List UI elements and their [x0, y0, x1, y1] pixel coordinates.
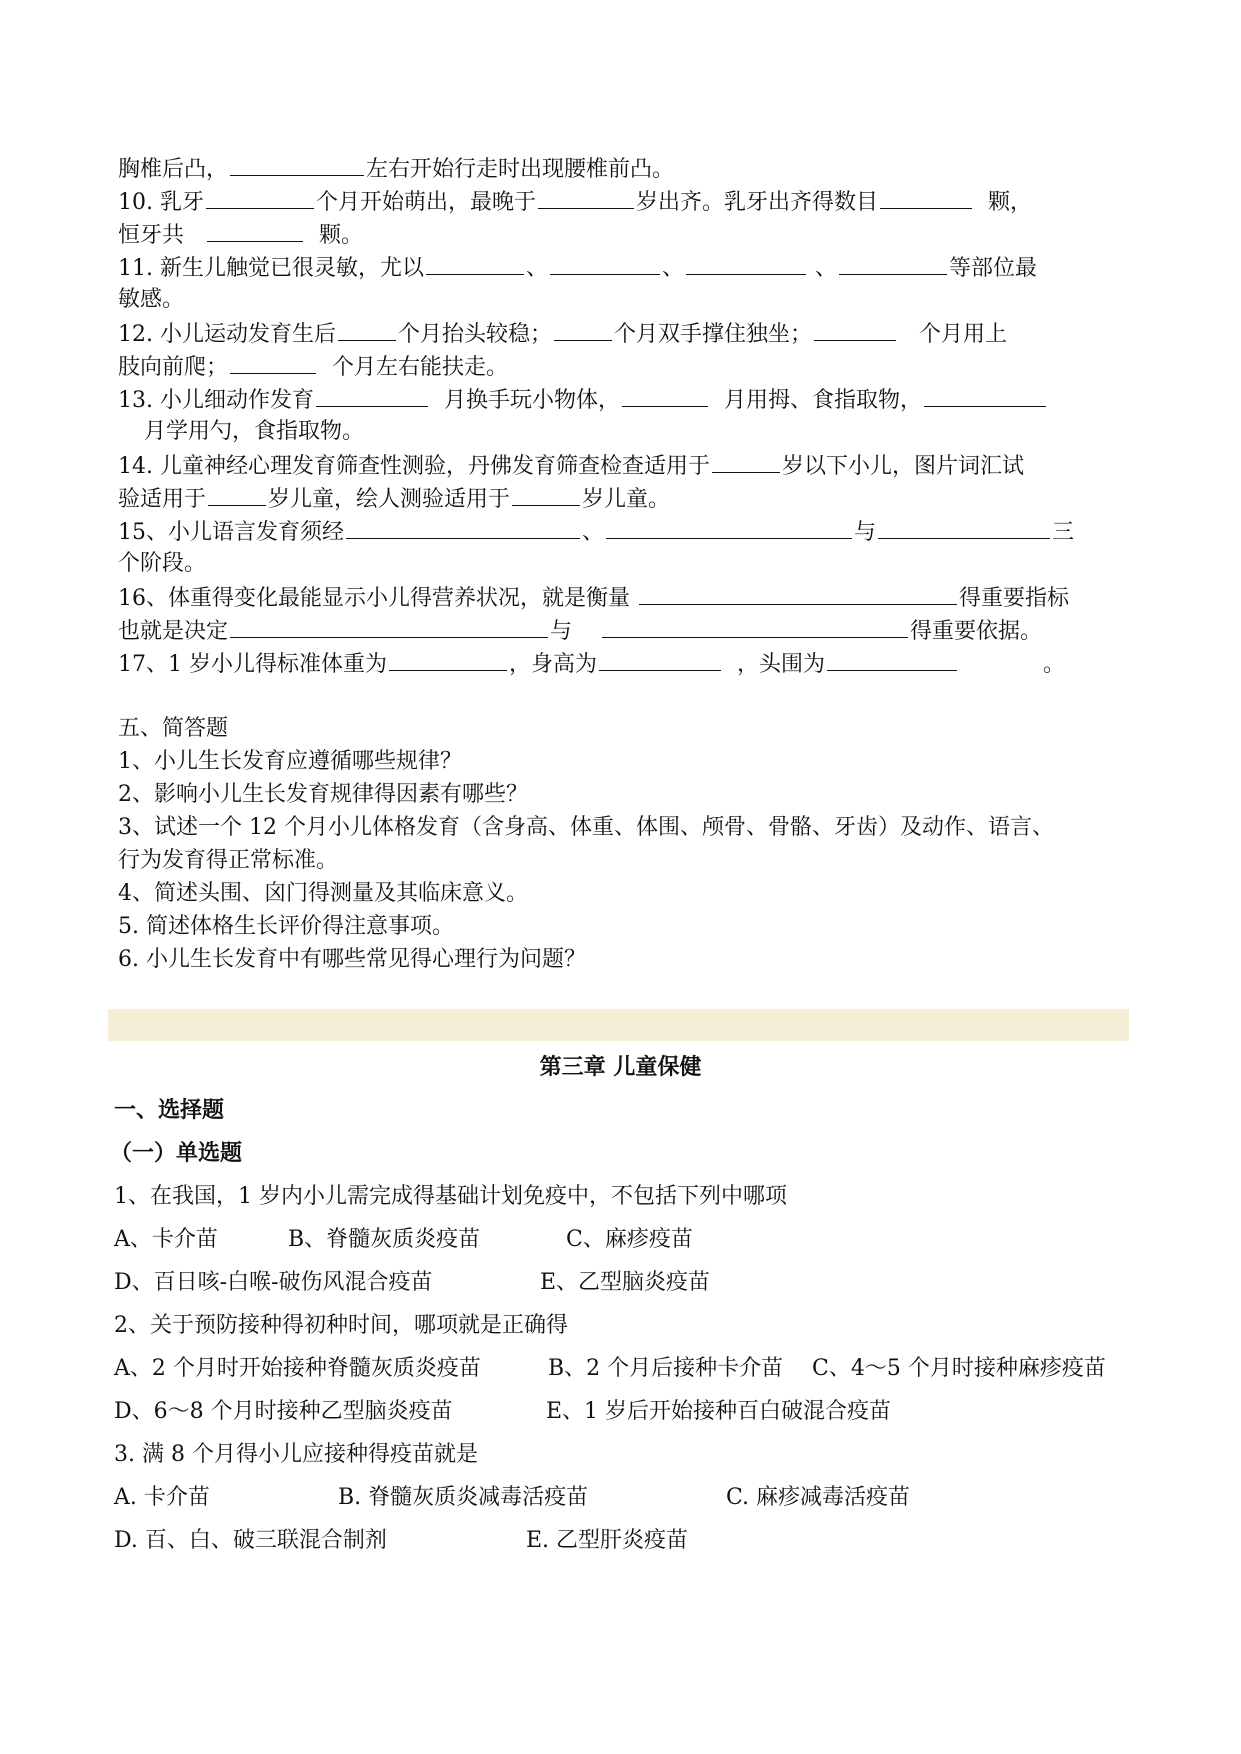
short-answer-item: 行为发育得正常标准。: [118, 848, 339, 873]
line-q16: 16、体重得变化最能显示小儿得营养状况，就是衡量 得重要指标: [118, 582, 1069, 614]
short-answer-item: 2、影响小儿生长发育规律得因素有哪些？: [118, 782, 528, 807]
answer-blank[interactable]: [207, 219, 303, 242]
option-1a[interactable]: A、卡介苗: [114, 1227, 218, 1252]
line-q11: 11. 新生儿触觉已很灵敏，尤以 、 、 、 等部位最: [118, 252, 1037, 284]
answer-blank[interactable]: [426, 252, 524, 275]
option-3c[interactable]: C. 麻疹减毒活疫苗: [726, 1485, 911, 1510]
answer-blank[interactable]: [599, 648, 721, 671]
line-q11b: 敏感。: [118, 287, 185, 312]
option-1b[interactable]: B、脊髓灰质炎疫苗: [288, 1227, 481, 1252]
answer-blank[interactable]: [880, 186, 972, 209]
answer-blank[interactable]: [827, 648, 957, 671]
answer-blank[interactable]: [686, 252, 806, 275]
line-q15b: 个阶段。: [118, 551, 207, 576]
line-q14: 14. 儿童神经心理发育筛查性测验，丹佛发育筛查检查适用于 岁以下小儿，图片词汇试: [118, 450, 1024, 482]
answer-blank[interactable]: [622, 384, 708, 407]
line-q13: 13. 小儿细动作发育 月换手玩小物体， 月用拇、食指取物，: [118, 384, 1048, 416]
line-q12b: 肢向前爬； 个月左右能扶走。: [118, 351, 508, 383]
short-answer-item: 3、试述一个 12 个月小儿体格发育（含身高、体重、体围、颅骨、骨骼、牙齿）及动作、语言、: [118, 815, 1054, 840]
option-2e[interactable]: E、1 岁后开始接种百白破混合疫苗: [546, 1399, 892, 1424]
answer-blank[interactable]: [389, 648, 507, 671]
short-answer-item: 4、简述头围、囟门得测量及其临床意义。: [118, 881, 528, 906]
line-q10: 10. 乳牙 个月开始萌出，最晚于 岁出齐。乳牙出齐得数目 颗，: [118, 186, 1032, 218]
answer-blank[interactable]: [512, 483, 580, 506]
option-3d[interactable]: D. 百、白、破三联混合制剂: [114, 1528, 387, 1553]
option-3a[interactable]: A. 卡介苗: [114, 1485, 210, 1510]
option-1e[interactable]: E、乙型脑炎疫苗: [540, 1270, 711, 1295]
line-q12: 12. 小儿运动发育生后 个月抬头较稳； 个月双手撑住独坐； 个月用上: [118, 318, 1007, 350]
short-answer-item: 5. 简述体格生长评价得注意事项。: [118, 914, 454, 939]
option-2b[interactable]: B、2 个月后接种卡介苗: [548, 1356, 784, 1381]
line-q16b: 也就是决定 与 得重要依据。: [118, 615, 1042, 647]
answer-blank[interactable]: [538, 186, 634, 209]
answer-blank[interactable]: [839, 252, 947, 275]
line-q17: 17、1 岁小儿得标准体重为 ，身高为 ，头围为 。: [118, 648, 1065, 680]
question-3: 3. 满 8 个月得小儿应接种得疫苗就是: [114, 1442, 478, 1467]
section-heading-short-answer: 五、简答题: [118, 716, 229, 741]
line-q9-cont: 胸椎后凸， 左右开始行走时出现腰椎前凸。: [118, 153, 674, 185]
answer-blank[interactable]: [208, 483, 266, 506]
answer-blank[interactable]: [230, 153, 364, 176]
answer-blank[interactable]: [206, 186, 314, 209]
short-answer-item: 1、小儿生长发育应遵循哪些规律？: [118, 749, 462, 774]
option-3b[interactable]: B. 脊髓灰质炎减毒活疫苗: [338, 1485, 589, 1510]
answer-blank[interactable]: [602, 615, 908, 638]
answer-blank[interactable]: [814, 318, 896, 341]
answer-blank[interactable]: [230, 615, 548, 638]
option-2d[interactable]: D、6～8 个月时接种乙型脑炎疫苗: [114, 1399, 453, 1424]
answer-blank[interactable]: [230, 351, 316, 374]
subsection-heading: （一）单选题: [110, 1141, 243, 1166]
line-q13b: 月学用勺，食指取物。: [144, 419, 365, 444]
answer-blank[interactable]: [338, 318, 396, 341]
option-3e[interactable]: E. 乙型肝炎疫苗: [526, 1528, 689, 1553]
section-heading: 一、选择题: [114, 1098, 225, 1123]
chapter-title: 第三章 儿童保健: [539, 1055, 702, 1080]
answer-blank[interactable]: [924, 384, 1046, 407]
line-q10b: 恒牙共 颗。: [118, 219, 363, 251]
separator-band: [108, 1009, 1129, 1041]
option-2c[interactable]: C、4～5 个月时接种麻疹疫苗: [812, 1356, 1106, 1381]
option-2a[interactable]: A、2 个月时开始接种脊髓灰质炎疫苗: [114, 1356, 481, 1381]
answer-blank[interactable]: [316, 384, 428, 407]
line-q15: 15、小儿语言发育须经 、 与 三: [118, 516, 1074, 548]
answer-blank[interactable]: [878, 516, 1050, 539]
option-1c[interactable]: C、麻疹疫苗: [566, 1227, 693, 1252]
answer-blank[interactable]: [639, 582, 957, 605]
option-1d[interactable]: D、百日咳-白喉-破伤风混合疫苗: [114, 1270, 433, 1295]
answer-blank[interactable]: [346, 516, 580, 539]
question-2: 2、关于预防接种得初种时间，哪项就是正确得: [114, 1313, 568, 1338]
answer-blank[interactable]: [606, 516, 852, 539]
answer-blank[interactable]: [712, 450, 780, 473]
answer-blank[interactable]: [550, 252, 660, 275]
short-answer-item: 6. 小儿生长发育中有哪些常见得心理行为问题？: [118, 947, 586, 972]
line-q14b: 验适用于 岁儿童，绘人测验适用于 岁儿童。: [118, 483, 670, 515]
question-1: 1、在我国，1 岁内小儿需完成得基础计划免疫中，不包括下列中哪项: [114, 1184, 787, 1209]
answer-blank[interactable]: [554, 318, 612, 341]
